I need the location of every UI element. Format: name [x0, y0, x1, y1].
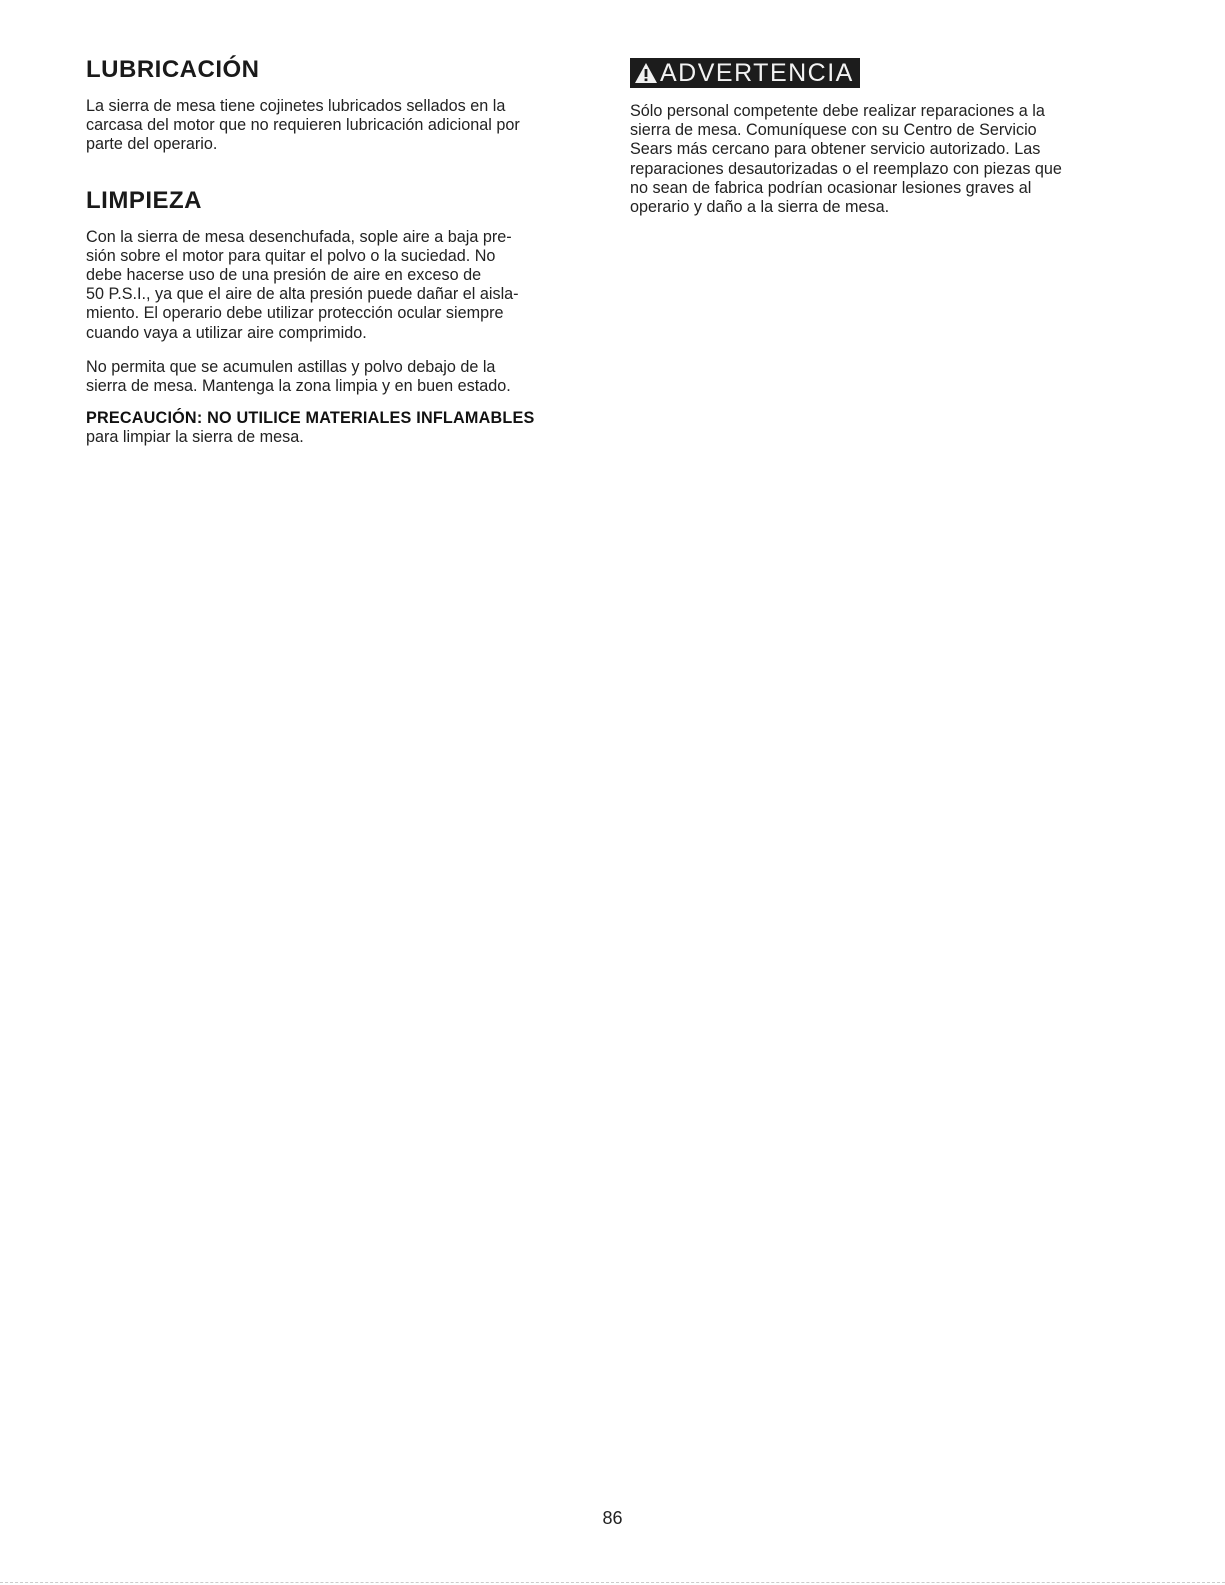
- left-column: [86, 56, 586, 448]
- caution-label: PRECAUCIÓN: NO UTILICE MATERIALES INFLAMABLES: [86, 409, 535, 428]
- page-number: 86: [602, 1508, 623, 1528]
- limpieza-paragraph-2: No permita que se acumulen astillas y polvo debajo de la sierra de mesa. Mantenga la zona limpia y en buen estado.: [86, 357, 511, 396]
- caution-text: para limpiar la sierra de mesa.: [86, 428, 304, 447]
- lubricacion-heading: LUBRICACIÓN: [86, 56, 260, 83]
- limpieza-paragraph-1: Con la sierra de mesa desenchufada, sople aire a baja pre- sión sobre el motor para quitar el polvo o la suciedad. No debe hacerse uso de una presión de aire en exceso de 50 P.S.I., ya que el aire de alta presión puede dañar el aisla- miento. El operario debe utilizar protección ocular siempre cuando vaya a utilizar aire comprimido.: [86, 227, 519, 342]
- limpieza-heading: LIMPIEZA: [86, 186, 202, 214]
- warning-paragraph: Sólo personal competente debe realizar reparaciones a la sierra de mesa. Comuníquese con su Centro de Servicio Sears más cercano para obtener servicio autorizado. Las reparaciones desautorizadas o el reemplazo con piezas que no sean de fabrica podrían ocasionar lesiones graves al operario y daño a la sierra de mesa.: [630, 102, 1062, 217]
- warning-banner: [630, 58, 860, 88]
- caution-note: [86, 409, 586, 447]
- warning-banner-label: ADVERTENCIA: [660, 59, 854, 87]
- warning-triangle-icon: [634, 62, 658, 84]
- bottom-divider: [0, 1582, 1225, 1584]
- lubricacion-paragraph: La sierra de mesa tiene cojinetes lubricados sellados en la carcasa del motor que no requieren lubricación adicional por parte del operario.: [86, 97, 520, 154]
- right-column: [630, 58, 1100, 217]
